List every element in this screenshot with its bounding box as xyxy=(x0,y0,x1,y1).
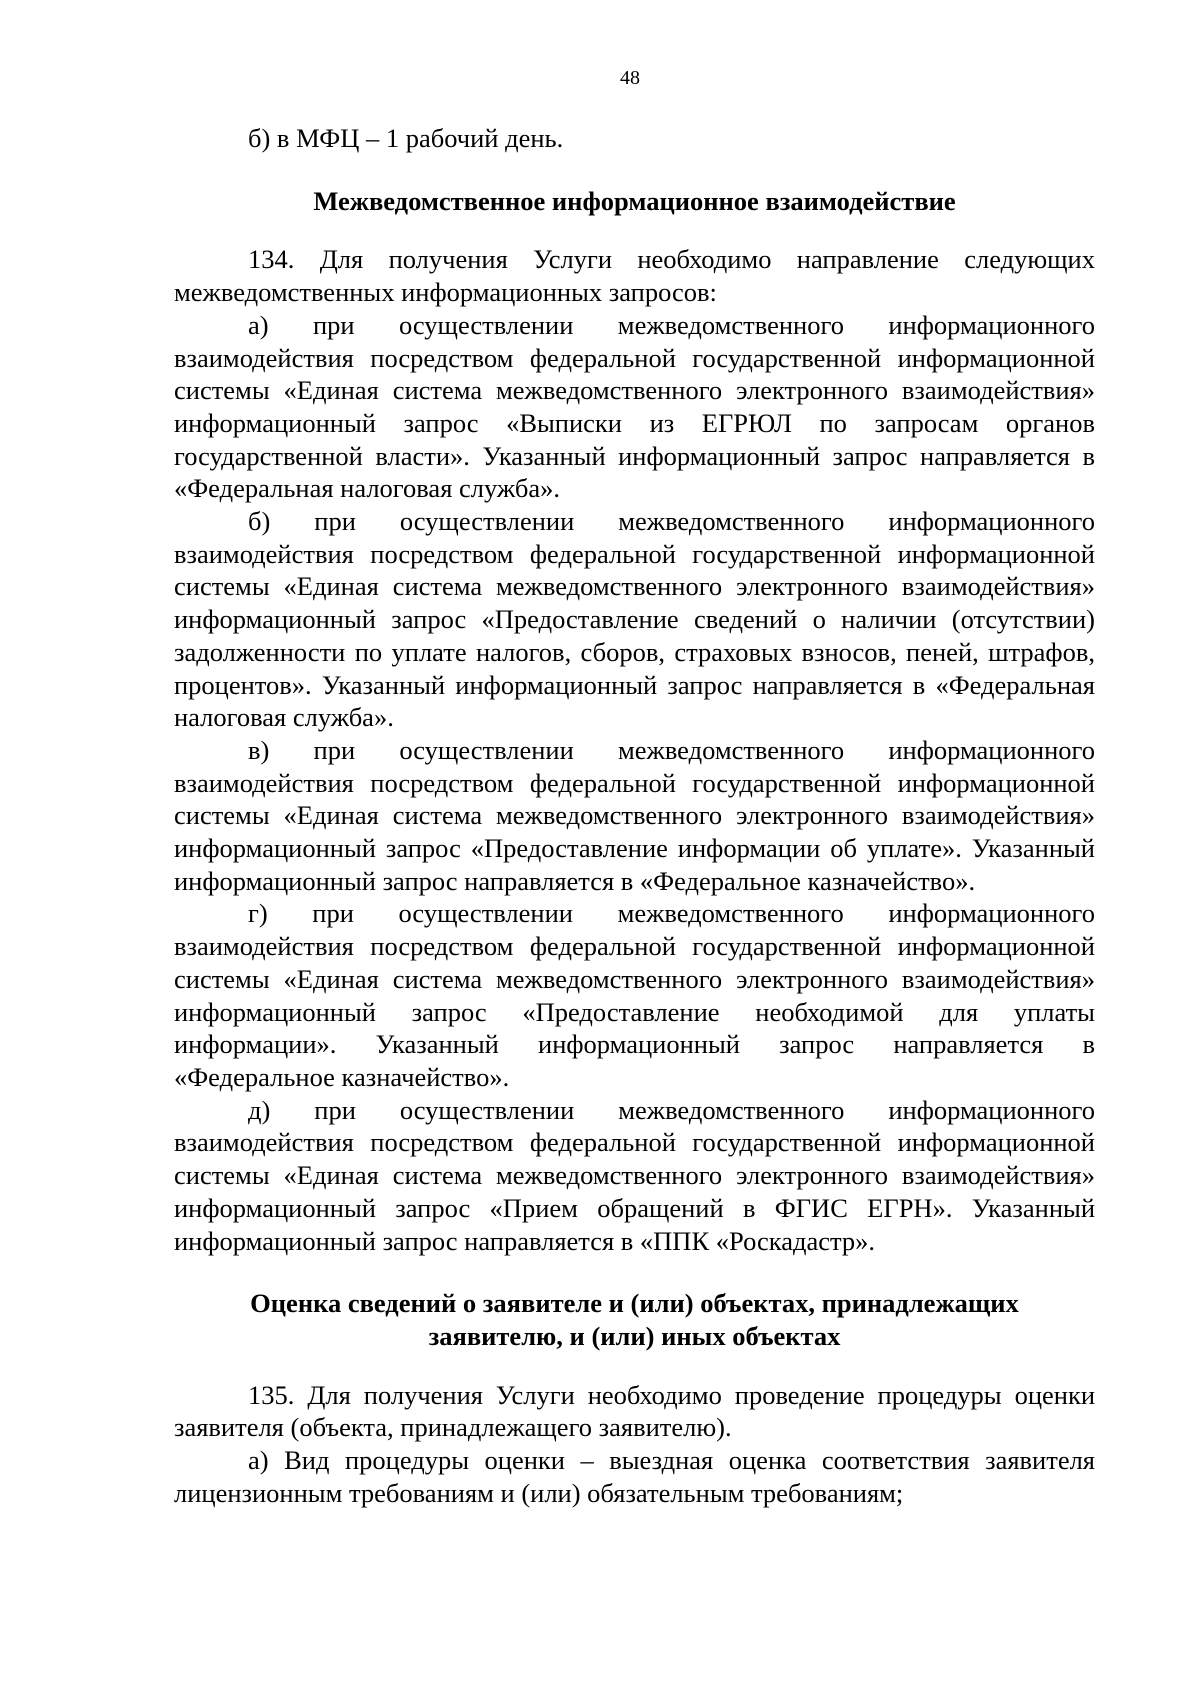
paragraph-135: 135. Для получения Услуги необходимо проведение процедуры оценки заявителя (объекта, принадлежащего заявителю). xyxy=(174,1379,1095,1443)
paragraph-135-a: а) Вид процедуры оценки – выездная оценка соответствия заявителя лицензионным требованиям и (или) обязательным требованиям; xyxy=(174,1445,1095,1508)
paragraph-134-v: в) при осуществлении межведомственного информационного взаимодействия посредством федеральной государственной информационной системы «Единая система межведомственного электронного взаимодействия» информационный запрос «Предоставление информации об уплате». Указанный информационный запрос направляется в «Федеральное казначейство». xyxy=(174,734,1095,896)
paragraph-134-g: г) при осуществлении межведомственного информационного взаимодействия посредством федеральной государственной информационной системы «Единая система межведомственного электронного взаимодействия» информационный запрос «Предоставление необходимой для уплаты информации». Указанный информационный запрос направляется в «Федеральное казначейство». xyxy=(174,898,1095,1092)
paragraph-134-a: а) при осуществлении межведомственного информационного взаимодействия посредством федеральной государственной информационной системы «Единая система межведомственного электронного взаимодействия» информационный запрос «Выписки из ЕГРЮЛ по запросам органов государственной власти». Указанный информационный запрос направляется в «Федеральная налоговая служба». xyxy=(174,309,1095,504)
page-number: 48 xyxy=(620,67,640,89)
paragraph-134-b: б) при осуществлении межведомственного информационного взаимодействия посредством федеральной государственной информационной системы «Единая система межведомственного электронного взаимодействия» информационный запрос «Предоставление сведений о наличии (отсутствии) задолженности по уплате налогов, сборов, страховых взносов, пеней, штрафов, процентов». Указанный информационный запрос направляется в «Федеральная налоговая служба». xyxy=(174,506,1095,733)
section-heading-assessment-line2: заявителю, и (или) иных объектах xyxy=(428,1320,841,1351)
paragraph-134: 134. Для получения Услуги необходимо направление следующих межведомственных информационных запросов: xyxy=(174,244,1095,308)
section-heading-interagency: Межведомственное информационное взаимодействие xyxy=(313,185,956,216)
section-body-interagency xyxy=(174,243,1095,1257)
section-heading-assessment-line1: Оценка сведений о заявителе и (или) объектах, принадлежащих xyxy=(250,1288,1019,1319)
intro-line: б) в МФЦ – 1 рабочий день. xyxy=(248,123,564,153)
section-body-assessment xyxy=(174,1379,1095,1510)
section-heading-assessment xyxy=(174,1287,1095,1352)
document-body xyxy=(174,122,1095,1509)
paragraph-134-d: д) при осуществлении межведомственного информационного взаимодействия посредством федеральной государственной информационной системы «Единая система межведомственного электронного взаимодействия» информационный запрос «Прием обращений в ФГИС ЕГРН». Указанный информационный запрос направляется в «ППК «Роскадастр». xyxy=(174,1094,1095,1256)
